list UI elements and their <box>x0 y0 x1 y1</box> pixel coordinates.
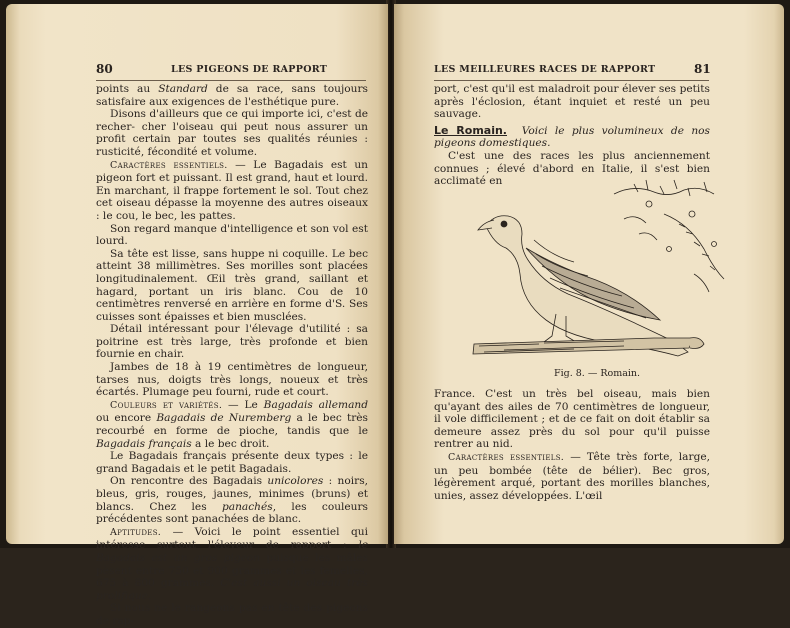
left-para-5: Sa tête est lisse, sans huppe ni coquille. Le bec atteint 38 millimètres. Ses morilles sont placées longitudinalement. Œil très grand, saillant et hagard, portant un iris blanc. Cou de 10 centimètres renversé en arrière en forme d'S. Ses cuisses sont épaisses et bien musclées. <box>96 247 368 323</box>
left-para-2: Disons d'ailleurs que ce qui importe ici, c'est de recher- cher l'oiseau qui peut nous assurer un profit certain par toutes ses qualités réunies : rusticité, fécondité et volume. <box>96 108 369 158</box>
left-para-9: Le Bagadais français présente deux types : le grand Bagadais et le petit Bagadais. <box>96 450 368 475</box>
right-page <box>394 4 784 544</box>
left-page <box>6 4 388 627</box>
left-para-12: Si nous ne le rangeons pas en tête des pigeons de rap- <box>96 602 368 627</box>
right-section-heading: Le Romain. Voici le plus volumineux de nos pigeons domestiques. <box>434 123 710 150</box>
right-para-3: France. C'est un très bel oiseau, mais bien qu'ayant des ailes de 70 centimètres de longueur, il vole difficilement ; et de ce fait on doit établir sa demeure assez près du sol pour qu'il puisse rentrer au nid. <box>434 388 710 451</box>
left-body-text <box>96 83 368 628</box>
pigeon-illustration <box>464 174 734 369</box>
right-para-4: Caractères essentiels. — Tête très forte, large, un peu bombée (tête de bélier). Bec gros, légèrement arqué, portant des morilles blanches, unies, assez développées. L'œil <box>434 450 710 502</box>
left-para-1: points au Standard de sa race, sans toujours satisfaire aux exigences de l'esthétique pure. <box>96 83 368 108</box>
left-para-10: On rencontre des Bagadais unicolores : noirs, bleus, gris, rouges, jaunes, minimes (bruns) et blancs. Chez les panachés, les couleurs précédentes sont panachées de blanc. <box>96 475 369 526</box>
left-para-6: Détail intéressant pour l'élevage d'utilité : sa poitrine est très large, très profonde et bien fournie en chair. <box>96 323 368 361</box>
right-body-bottom <box>434 388 710 502</box>
left-para-3: Caractères essentiels. — Le Bagadais est un pigeon fort et puissant. Il est grand, haut et lourd. En marchant, il frappe fortement le sol. Tout chez cet oiseau dépasse la moyenne des autres oiseaux : le cou, le bec, les pattes. <box>96 158 368 222</box>
left-running-head: LES PIGEONS DE RAPPORT <box>171 64 328 75</box>
left-para-7: Jambes de 18 à 19 centimètres de longueur, tarses nus, doigts très longs, noueux et très écartés. Plumage peu fourni, rude et court. <box>96 361 368 399</box>
right-para-2: C'est une des races les plus anciennement connues ; élevé d'abord en Italie, il s'est bien acclimaté en <box>434 149 710 188</box>
right-head-rule <box>434 80 709 81</box>
figure-caption: Fig. 8. — Romain. <box>554 368 641 379</box>
left-head-rule <box>96 80 366 81</box>
right-para-1: port, c'est qu'il est maladroit pour élever ses petits après l'éclosion, étant inquiet et resté un peu sauvage. <box>434 83 710 121</box>
left-para-11: Aptitudes. — Voici le point essentiel qui intéresse surtout l'éleveur de rapport : le Bagadais est un gros pigeon puisque les mâles pèsent entre 750 et 900 grammes et les femelles, 675 à 800 grammes. C'est aussi un oiseau très prolifique. <box>96 525 368 602</box>
section-title-romain: Le Romain. <box>434 123 507 137</box>
right-running-head: LES MEILLEURES RACES DE RAPPORT <box>434 64 656 75</box>
left-para-8: Couleurs et variétés. — Le Bagadais allemand ou encore Bagadais de Nuremberg a le bec très recourbé en forme de pioche, tandis que le Bagadais français a le bec droit. <box>96 398 368 450</box>
left-para-4: Son regard manque d'intelligence et son vol est lourd. <box>96 222 368 248</box>
right-page-number: 81 <box>694 62 711 76</box>
right-body-top <box>434 83 710 188</box>
left-page-number: 80 <box>96 62 113 76</box>
